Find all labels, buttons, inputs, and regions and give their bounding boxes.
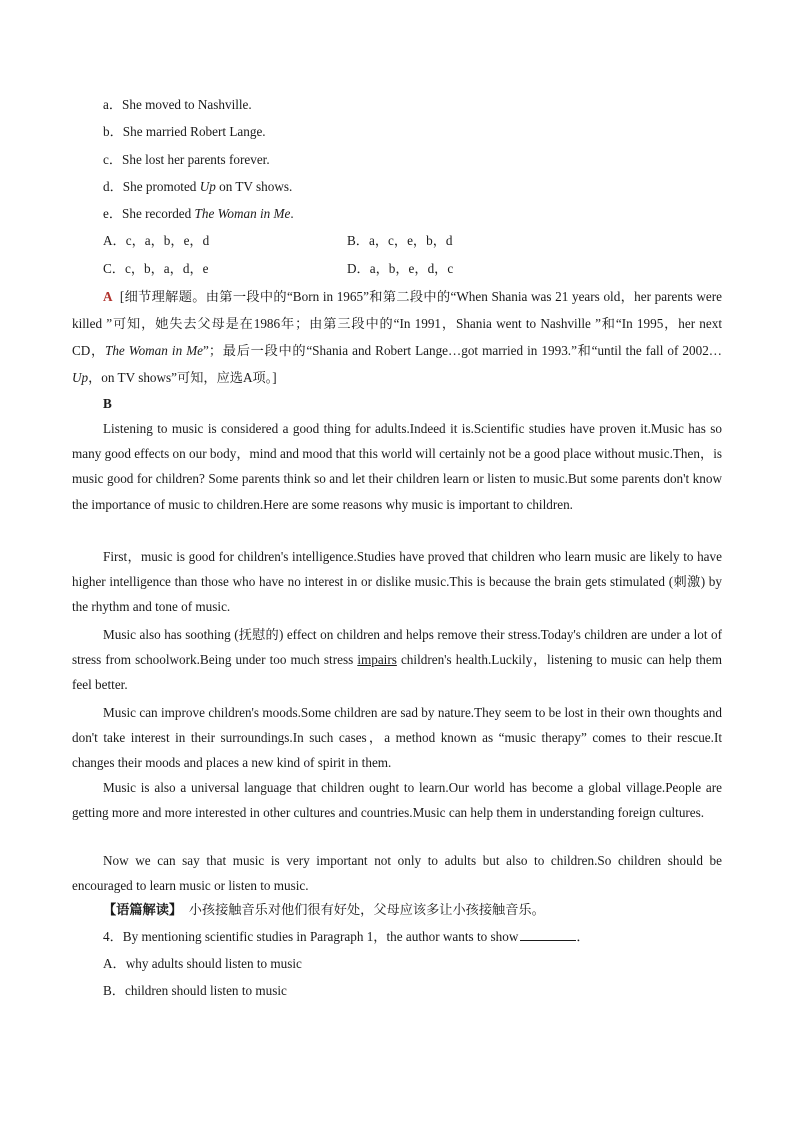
explanation-text: ”；最后一段中的“Shania and Robert Lange…got married in 1993.”和“until the fall of 2002…	[203, 343, 722, 358]
option-c: C．c，b，a，d，e	[103, 261, 209, 276]
statement-c	[103, 151, 270, 169]
statement-italic: Up	[199, 179, 216, 194]
statement-text: She recorded	[122, 206, 195, 221]
statement-text: She moved to Nashville.	[122, 97, 252, 112]
statement-text: She promoted	[122, 179, 200, 194]
explanation-text: [细节理解题。由第一段中的“Born in 1965”和第二段中的“When Shania was 21 years old，her parents were killed ”可知，她失去父母是在1986年；由第三段中的“In 1991，Shania went to Nashville ”和“In 1995，her next CD，	[72, 289, 722, 358]
passage-paragraph-3	[72, 622, 722, 698]
statement-e	[103, 205, 294, 223]
passage-paragraph-1: Listening to music is considered a good thing for adults.Indeed it is.Scientific studies have proven it.Music has so many good effects on our body，mind and mood that this world will certainly not be a good place without music.Then，is music good for children? Some parents think so and let their children learn or listen to music.But some parents don't know the importance of music to children.Here are some reasons why music is important to children.	[72, 421, 722, 512]
passage-label: B	[103, 396, 112, 411]
question-4-option-b: B．children should listen to music	[103, 983, 287, 998]
underlined-word: impairs	[357, 652, 397, 668]
statement-italic: The Woman in Me	[194, 206, 291, 221]
option-d: D．a，b，e，d，c	[347, 261, 454, 276]
summary-label: 【语篇解读】	[103, 902, 183, 917]
paragraph-text: Music also has soothing (抚慰的) effect on children and helps remove their stress.Today's children are under a lot of stress from schoolwork.Being under too much stress	[72, 627, 722, 668]
question-number: 4．	[103, 929, 123, 944]
question-4-stem	[103, 928, 590, 946]
summary-text: 小孩接触音乐对他们很有好处，父母应该多让小孩接触音乐。	[188, 902, 545, 917]
statement-label: d．	[103, 179, 123, 194]
question-text: By mentioning scientific studies in Paragraph 1，the author wants to show	[122, 929, 519, 944]
passage-summary	[103, 901, 545, 919]
paragraph-text: children's health.Luckily，listening to music can help them feel better.	[72, 652, 722, 693]
passage-paragraph-2: First，music is good for children's intelligence.Studies have proved that children who learn music are likely to have higher intelligence than those who have no interest in or dislike music.This is because the brain gets stimulated (刺激) by the rhythm and tone of music.	[72, 549, 722, 615]
statement-label: e．	[103, 206, 123, 221]
option-b: B．a，c，e，b，d	[347, 233, 453, 248]
passage-paragraph-5: Music is also a universal language that children ought to learn.Our world has become a global village.People are getting more and more interested in other cultures and countries.Music can help them in understanding foreign cultures.	[72, 780, 722, 821]
statement-label: a．	[103, 97, 123, 112]
statement-text: She married Robert Lange.	[122, 124, 266, 139]
statement-b	[103, 123, 266, 141]
passage-paragraph-6: Now we can say that music is very important not only to adults but also to children.So children should be encouraged to learn music or listen to music.	[72, 853, 722, 894]
explanation-italic: Up	[72, 370, 89, 385]
passage-paragraph-4: Music can improve children's moods.Some children are sad by nature.They seem to be lost in their own thoughts and don't take interest in their surroundings.In such cases，a method known as “music therapy” comes to their rescue.It changes their moods and places a new kind of spirit in them.	[72, 705, 722, 771]
statement-text: on TV shows.	[215, 179, 293, 194]
explanation-text: ，on TV shows”可知，应选A项。]	[88, 370, 277, 385]
statement-text: She lost her parents forever.	[122, 152, 270, 167]
question-end: ．	[576, 929, 590, 944]
question-4-option-a: A．why adults should listen to music	[103, 956, 302, 971]
statement-a	[103, 96, 252, 114]
explanation-italic: The Woman in Me	[104, 343, 204, 358]
statement-label: b．	[103, 124, 123, 139]
document-page	[72, 0, 722, 1123]
option-a: A．c，a，b，e，d	[103, 233, 210, 248]
answer-letter: A	[103, 289, 113, 304]
answer-explanation	[72, 283, 722, 391]
statement-d	[103, 178, 292, 196]
answer-blank	[520, 928, 576, 941]
statement-text: .	[290, 206, 294, 221]
statement-label: c．	[103, 152, 123, 167]
